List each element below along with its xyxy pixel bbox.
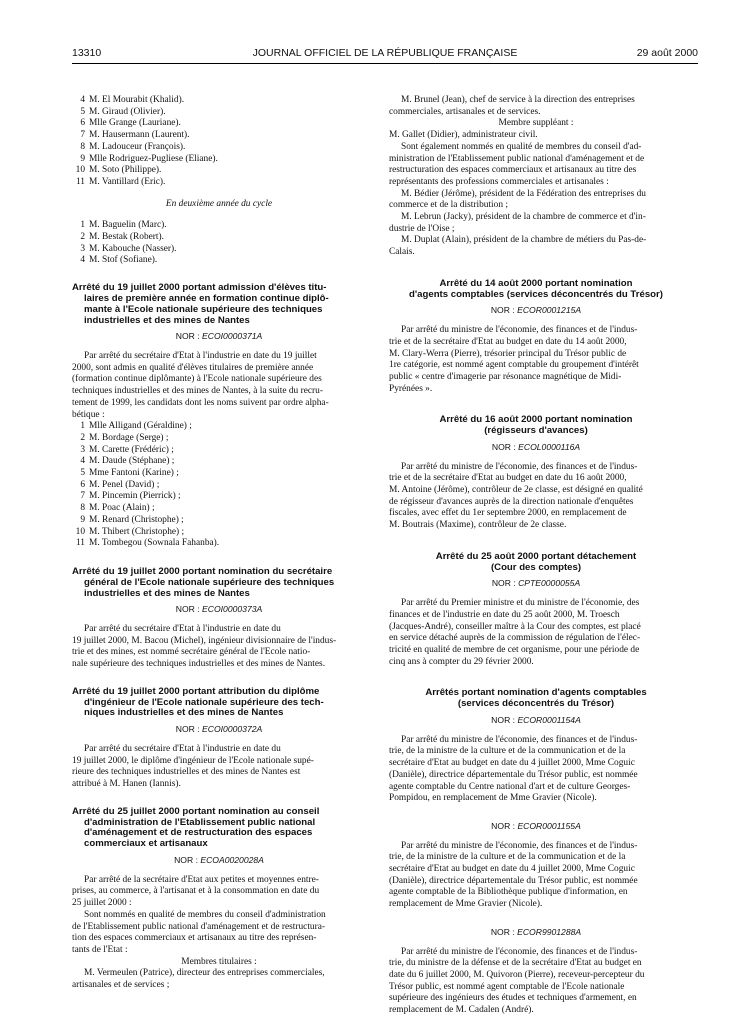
student-list-second-year (72, 220, 366, 267)
nor-reference: NOR : ECOI0000373A (175, 604, 263, 615)
admitted-candidates-list (72, 421, 366, 550)
section-body: Par arrêté du Premier ministre et du ministre de l'économie, des finances et de l'industrie en date du 25 août 2000, M. Troesch (Jacques-André), conseiller maître à la Cour des comptes, est placé en service détaché auprès de la commission de régulation de l'élec- tricité en qualité de membre de cet organisme, pour une période de cinq ans à compter du 29 février 2000. (389, 598, 641, 667)
section-title: Arrêté du 25 juillet 2000 portant nomination au conseil d'administration de l'Etablissement public national d'aménagement et de restructuration des espaces commerciaux et artisanaux (72, 805, 320, 850)
list-item: 4 M. El Mourabit (Khalid). (80, 95, 185, 105)
list-item: 1 M. Baguelin (Marc). (80, 220, 167, 231)
section-title: Arrêté du 19 juillet 2000 portant attribution du diplôme d'ingénieur de l'Ecole nationale supérieure des tech- niques industrielles et des mines de Nantes (72, 685, 324, 719)
journal-title: JOURNAL OFFICIEL DE LA RÉPUBLIQUE FRANÇAISE (252, 47, 518, 59)
page-number: 13310 (72, 47, 102, 59)
nor-reference: NOR : ECOR9901288A (490, 926, 582, 937)
list-item: 9 Mlle Rodriguez-Pugliese (Eliane). (80, 153, 218, 164)
section-body-continued: M. Brunel (Jean), chef de service à la direction des entreprises commerciales, artisanales et de services. Membre suppléant : M. Gallet (Didier), administrateur civil. Sont également nommés en qualité de membres du conseil d'ad- ministration de l'Etablissement public national d'aménagement et de restructuration des espaces commerciaux et artisanaux au titre des représentants des professions commerciales et artisanales : M. Bédier (Jérôme), président de la Fédération des entreprises du commerce et de la distribution ; M. Lebrun (Jacky), président de la chambre de commerce et d'in- dustrie de l'Oise ; M. Duplat (Alain), président de la chambre de métiers du Pas-de- Calais. (389, 95, 683, 259)
nor-reference: NOR : ECOR0001215A (490, 305, 582, 316)
header-rule (72, 63, 698, 64)
list-item: 3 M. Carette (Frédéric) ; (80, 444, 174, 455)
list-item: 6 Mlle Grange (Lauriane). (80, 118, 181, 129)
section-body: Par arrêté du ministre de l'économie, des finances et de l'indus- trie, du ministre de la défense et de la secrétaire d'Etat au budget en date du 6 juillet 2000, M. Quivoron (Pierre), receveur-percepteur du Trésor public, est nommé agent comptable de l'Ecole nationale supérieure des ingénieurs des études et techniques d'armement, en remplacement de M. Cadalen (André). (389, 946, 645, 1016)
list-item: 10 M. Soto (Philippe). (75, 165, 162, 176)
list-item: 7 M. Pincemin (Pierrick) ; (80, 491, 181, 502)
section-title: Arrêté du 16 août 2000 portant nomination (régisseurs d'avances) (439, 414, 633, 437)
nor-reference: NOR : ECOL0000116A (491, 441, 581, 452)
nor-reference: NOR : ECOI0000372A (175, 724, 263, 735)
list-item: 9 M. Renard (Christophe) ; (80, 514, 184, 525)
page-header (72, 47, 698, 61)
section-title: Arrêté du 19 juillet 2000 portant nomination du secrétaire général de l'Ecole nationale supérieure des techniques industrielles et des mines de Nantes (72, 565, 335, 599)
list-item: 2 M. Bestak (Robert). (80, 232, 164, 243)
list-item: 2 M. Bordage (Serge) ; (80, 432, 169, 443)
section-title: Arrêté du 25 août 2000 portant détachement (Cour des comptes) (435, 550, 637, 573)
list-item: 6 M. Penel (David) ; (80, 479, 160, 490)
list-item: 5 Mme Fantoni (Karine) ; (80, 468, 179, 479)
list-item: 7 M. Hausermann (Laurent). (80, 130, 190, 141)
list-item: 4 M. Daude (Stéphane) ; (80, 456, 175, 467)
nor-reference: NOR : ECOR0001155A (491, 820, 581, 831)
cycle-heading: En deuxième année du cycle (165, 198, 273, 209)
section-title: Arrêté du 19 juillet 2000 portant admission d'élèves titu- laires de première année en formation continue diplô- mante à l'Ecole nationale supérieure des techniques industrielles et des mines de Nantes (72, 282, 329, 326)
section-body: Par arrêté du secrétaire d'Etat à l'industrie en date du 19 juillet 2000, le diplôme d'ingénieur de l'Ecole nationale supé- rieure des techniques industrielles et des mines de Nantes est attribué à M. Hanen (Iannis). (72, 743, 314, 790)
list-item: 11 M. Vantillard (Eric). (75, 176, 166, 187)
nor-reference: NOR : ECOI0000371A (175, 331, 263, 342)
membre-suppleant-label: Membre suppléant : (498, 118, 574, 129)
list-item: 8 M. Ladouceur (François). (80, 141, 186, 152)
nor-reference: NOR : CPTE0000055A (491, 578, 581, 589)
section-title: Arrêté du 14 août 2000 portant nomination d'agents comptables (services déconcentrés du Trésor) (409, 277, 663, 300)
list-item: 8 M. Poac (Alain) ; (80, 503, 155, 514)
membres-titulaires-label: Membres titulaires : (181, 956, 257, 967)
section-body: Par arrêté du ministre de l'économie, des finances et de l'indus- trie et de la secrétaire d'Etat au budget en date du 14 août 2000, M. Clary-Werra (Pierre), trésorier principal du Trésor public de 1re catégorie, est nommé agent comptable du groupement d'intérêt public « centre d'imagerie par résonance magnétique de Midi- Pyrénées ». (389, 325, 639, 394)
list-item: 3 M. Kabouche (Nasser). (80, 243, 177, 254)
section-body: Par arrêté du secrétaire d'Etat à l'industrie en date du 19 juillet 2000, sont admis en qualité d'élèves titulaires de première année (formation continue diplômante) à l'Ecole nationale supérieure des techniques industrielles et des mines de Nantes, à la suite du recru- tement de 1999, les candidats dont les noms suivent par ordre alpha- bétique : (72, 351, 329, 420)
section-body: Par arrêté du ministre de l'économie, des finances et de l'indus- trie et de la secrétaire d'Etat au budget en date du 16 août 2000, M. Antoine (Jérôme), contrôleur de 2e classe, est désigné en qualité de régisseur d'avances auprès de la direction nationale d'enquêtes fiscales, avec effet du 1er septembre 2000, en remplacement de M. Boutrais (Maxime), contrôleur de 2e classe. (389, 461, 643, 531)
list-item: 1 Mlle Alligand (Géraldine) ; (80, 421, 192, 432)
list-item: 10 M. Thibert (Christophe) ; (75, 526, 185, 537)
list-item: 5 M. Giraud (Olivier). (80, 106, 166, 117)
right-column (389, 95, 683, 1017)
nor-reference: NOR : ECOA0020028A (174, 854, 264, 865)
student-list-first-year (72, 95, 366, 189)
issue-date: 29 août 2000 (636, 47, 698, 59)
section-title: Arrêtés portant nomination d'agents comptables (services déconcentrés du Trésor) (425, 687, 647, 710)
left-column (72, 95, 366, 992)
section-body: Par arrêté du secrétaire d'Etat à l'industrie en date du 19 juillet 2000, M. Bacou (Michel), ingénieur divisionnaire de l'indus- trie et des mines, est nommé secrétaire général de l'Ecole natio- nale supérieure des techniques industrielles et des mines de Nantes. (72, 624, 337, 670)
list-item: 4 M. Stof (Sofiane). (80, 255, 158, 266)
section-body: Par arrêté de la secrétaire d'Etat aux petites et moyennes entre- prises, au commerce, à l'artisanat et à la consommation en date du 25 juillet 2000 : Sont nommés en qualité de membres du conseil d'administration de l'Etablissement public national d'aménagement et de restructura- tion des espaces commerciaux et artisanaux au titre des représen- tants de l'Etat : Membres titulaires : M. Vermeulen (Patrice), directeur des entreprises commerciales, artisanales et de services ; (72, 875, 366, 992)
nor-reference: NOR : ECOR0001154A (491, 714, 581, 725)
section-body: Par arrêté du ministre de l'économie, des finances et de l'indus- trie, de la ministre de la culture et de la communication et de la secrétaire d'Etat au budget en date du 4 juillet 2000, Mme Coguic (Danièle), directrice départementale du Trésor public, est nommée agente comptable de la Bibliothèque publique d'information, en remplacement de Mme Gravier (Nicole). (389, 840, 638, 910)
list-item: 11 M. Tombegou (Sownala Fahanba). (75, 538, 220, 549)
section-body: Par arrêté du ministre de l'économie, des finances et de l'indus- trie, de la ministre de la culture et de la communication et de la secrétaire d'Etat au budget en date du 4 juillet 2000, Mme Coguic (Danièle), directrice départementale du Trésor public, est nommée agente comptable du Centre national d'art et de culture Georges- Pompidou, en remplacement de Mme Gravier (Nicole). (389, 734, 638, 804)
